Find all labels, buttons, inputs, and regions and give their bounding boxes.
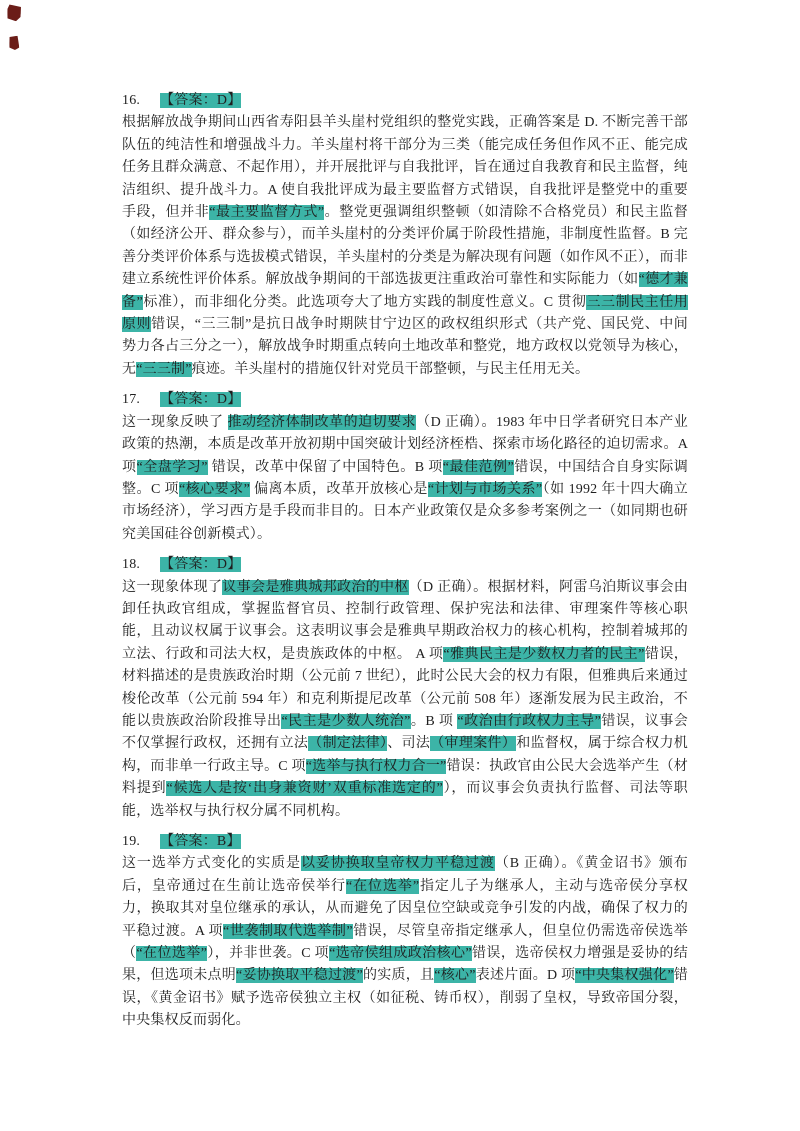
answer-section	[122, 831, 688, 1033]
answer-heading	[122, 554, 688, 576]
text-run: 指定儿子为继承人，主动与选帝侯分享权力，换取其对皇位继承的承认，从而避免了因皇位空缺或竞争引发的内战，确保了权力的平稳过渡。A 项	[122, 878, 688, 939]
answer-heading	[122, 90, 688, 112]
text-run: 错误，选帝侯权力增强是妥协的结果，但选项未点明	[122, 946, 688, 984]
question-number: 18.	[122, 557, 141, 573]
text-run: 错误，“三三制”是抗日战争时期陕甘宁边区的政权组织形式（共产党、国民党、中间势力各占三分之一），解放战争时期重点转向土地改革和整党，地方政权以党领导为核心，无	[122, 317, 689, 377]
highlighted-text: 推动经济体制改革的迫切要求	[227, 414, 417, 430]
text-run: （D 正确）。1983 年中日学者研究日本产业政策的热潮，本质是改革开放初期中国突破计划经济桎梏、探索市场化路径的迫切需求。A 项	[122, 414, 688, 475]
highlighted-text: “计划与市场关系”	[427, 481, 543, 497]
text-run: 。B 项	[410, 713, 458, 729]
highlighted-text: 以妥协换取皇帝权力平稳过渡	[300, 856, 495, 872]
text-run: 错误，议事会不仅掌握行政权，还拥有立法	[122, 713, 688, 752]
text-run: 这一选举方式变化的实质是	[122, 856, 301, 872]
highlighted-text: “中央集权强化”	[575, 968, 674, 984]
text-run: 表述片面。D 项	[475, 968, 576, 984]
text-run: 的实质，且	[362, 968, 435, 984]
answer-section	[122, 90, 688, 381]
text-run: ），而议事会负责执行监督、司法等职能，选举权与执行权分属不同机构。	[122, 781, 688, 819]
answer-explanation	[122, 853, 688, 1032]
question-number: 16.	[122, 93, 141, 108]
highlighted-text: “核心要求”	[178, 481, 251, 497]
highlighted-text: 三三制民主任用原则	[122, 294, 688, 333]
text-run: （D 正确）。根据材料，阿雷乌泊斯议事会由卸任执政官组成，掌握监督官员、控制行政管理、保护宪法和法律、审理案件等核心职能，且动议权属于议事会。这表明议事会是雅典早期政治权力的核心机构，控制着城邦的立法、行政和司法大权，是贵族政体的中枢。 A 项	[122, 579, 688, 662]
highlighted-text: （制定法律）	[308, 736, 388, 752]
highlighted-text: 议事会是雅典城邦政治的中枢	[222, 579, 409, 595]
highlighted-text: “三三制”	[136, 361, 192, 377]
text-run: 错误，中国结合自身实际调整。C 项	[122, 459, 689, 497]
answer-explanation	[122, 577, 688, 823]
question-number: 17.	[122, 392, 141, 408]
text-run: 痕迹。羊头崖村的措施仅针对党员干部整顿，与民主任用无关。	[191, 361, 590, 377]
answer-label: 【答案：B】	[160, 834, 241, 849]
answer-section	[122, 554, 688, 823]
scan-artifact-mark	[6, 4, 22, 21]
highlighted-text: “政治由行政权力主导”	[457, 713, 602, 729]
text-run: 错误，改革中保留了中国特色。B 项	[207, 459, 443, 475]
text-run: 、司法	[387, 736, 431, 752]
answer-explanation	[122, 412, 688, 546]
highlighted-text: “全盘学习”	[136, 459, 208, 475]
highlighted-text: “核心”	[434, 968, 476, 984]
highlighted-text: “候选人是按‘出身兼资财’双重标准选定的”	[166, 781, 443, 797]
text-run: 偏离本质，改革开放核心是	[250, 481, 428, 497]
answer-section	[122, 389, 688, 546]
highlighted-text: “雅典民主是少数权力者的民主”	[443, 646, 645, 662]
text-run: 和监督权，属于综合权力机构，而非单一行政主导。C 项	[122, 736, 688, 774]
highlighted-text: “民主是少数人统治”	[281, 713, 411, 729]
highlighted-text: “世袭制取代选举制”	[223, 923, 353, 939]
text-run: （如 1992 年十四大确立市场经济），学习西方是手段而非目的。日本产业政策仅是众多参考案例之一（如同期也研究美国硅谷创新模式）。	[122, 481, 688, 542]
text-run: 根据解放战争期间山西省寿阳县羊头崖村党组织的整党实践，正确答案是 D. 不断完善干部队伍的纯洁性和增强战斗力。羊头崖村将干部分为三类（能完成任务但作风不正、能完成任务且群众满意、不起作用），并开展批评与自我批评，旨在通过自我教育和民主监督，纯洁组织、提升战斗力。A 使自我批评成为最主要监督方式错误，自我批评是整党中的重要手段，但并非	[122, 115, 688, 221]
text-run: 错误，《黄金诏书》赋予选帝侯独立主权（如征税、铸币权），削弱了皇权，导致帝国分裂，中央集权反而弱化。	[122, 968, 688, 1029]
text-run: 错误，材料描述的是贵族政治时期（公元前 7 世纪），此时公民大会的权力有限，但雅典后来通过梭伦改革（公元前 594 年）和克利斯提尼改革（公元前 508 年）逐渐发展为民主政治，不能以贵族政治阶段推导出	[122, 646, 688, 729]
highlighted-text: “选举与执行权力合一”	[305, 758, 447, 774]
scan-artifact-mark	[9, 36, 20, 51]
answer-label: 【答案：D】	[160, 93, 242, 108]
highlighted-text: “最主要监督方式”	[209, 205, 325, 221]
answer-explanations-document	[122, 90, 688, 1033]
highlighted-text: “在位选举”	[136, 946, 208, 962]
highlighted-text: “德才兼备”	[122, 272, 689, 310]
highlighted-text: （审理案件）	[430, 736, 517, 752]
text-run: 标准），而非细化分类。此选项夸大了地方实践的制度性意义。C 贯彻	[142, 294, 587, 310]
text-run: ），并非世袭。C 项	[207, 946, 330, 962]
text-run: 这一现象反映了	[122, 414, 228, 430]
text-run: 错误：执政官由公民大会选举产生（材料提到	[122, 758, 689, 797]
text-run: 。整党更强调组织整顿（如清除不合格党员）和民主监督（如经济公开、群众参与），而羊头崖村的分类评价属于阶段性措施，非制度性监督。B 完善分类评价体系与选拔模式错误，羊头崖村的分类是为解决现有问题（如作风不正），而非建立系统性评价体系。解放战争期间的干部选拔更注重政治可靠性和实际能力（如	[122, 205, 689, 288]
highlighted-text: “选帝侯组成政治核心”	[329, 946, 472, 962]
answer-label: 【答案：D】	[160, 557, 242, 573]
highlighted-text: “妥协换取平稳过渡”	[236, 968, 363, 984]
answer-label: 【答案：D】	[160, 392, 242, 408]
highlighted-text: “在位选举”	[345, 878, 420, 894]
answer-heading	[122, 831, 688, 853]
answer-heading	[122, 389, 688, 411]
question-number: 19.	[122, 834, 141, 849]
text-run: 这一现象体现了	[122, 579, 223, 595]
highlighted-text: “最佳范例”	[442, 459, 514, 475]
answer-explanation	[122, 112, 688, 381]
text-run: （B 正确）。《黄金诏书》颁布后，皇帝通过在生前让选帝侯举行	[122, 856, 688, 894]
text-run: 错误，尽管皇帝指定继承人，但皇位仍需选帝侯选举（	[122, 923, 688, 962]
